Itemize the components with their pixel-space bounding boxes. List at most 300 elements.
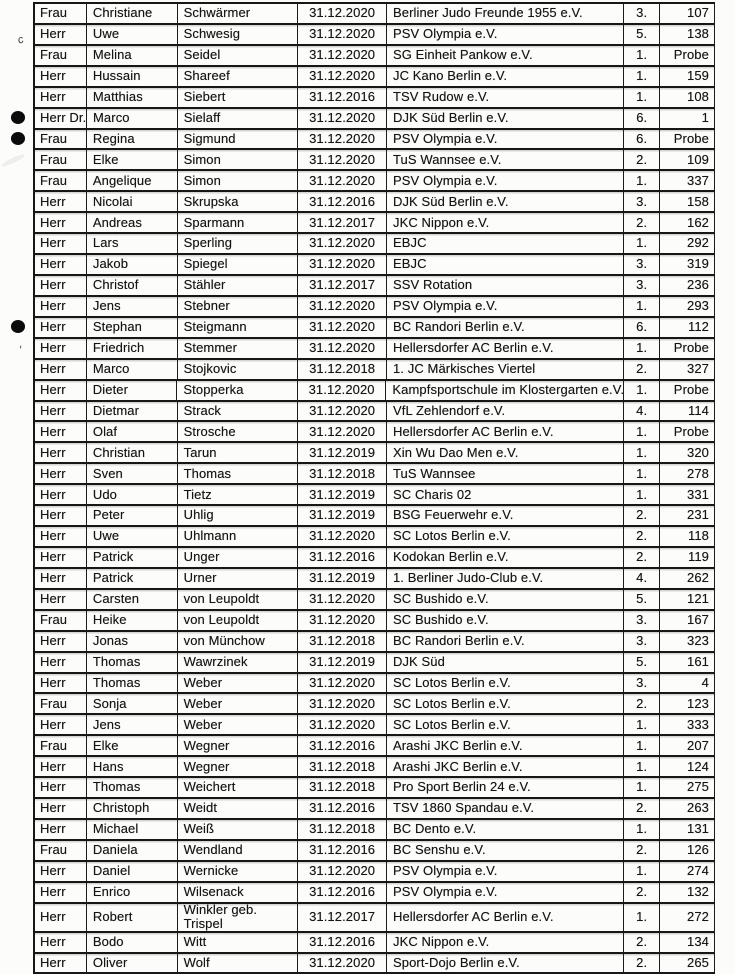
table-row (35, 820, 715, 841)
cell-grade-number: 1. (624, 171, 660, 190)
cell-salutation: Frau (35, 130, 87, 149)
cell-last-name: Wegner (178, 736, 299, 755)
cell-club: SC Lotos Berlin e.V. (387, 527, 624, 546)
cell-date: 31.12.2016 (298, 841, 387, 860)
cell-grade-number: 2. (624, 799, 660, 818)
table-row (35, 590, 715, 611)
cell-salutation: Frau (35, 171, 87, 190)
cell-salutation: Herr (35, 757, 87, 776)
cell-member-number: 327 (660, 360, 715, 379)
cell-salutation: Herr (35, 464, 87, 483)
cell-salutation: Herr (35, 933, 87, 952)
cell-club: PSV Olympia e.V. (387, 883, 624, 902)
cell-member-number: 118 (660, 527, 715, 546)
cell-club: DJK Süd Berlin e.V. (387, 192, 624, 211)
cell-club: PSV Olympia e.V. (387, 25, 624, 44)
cell-salutation: Herr (35, 653, 87, 672)
table-row (35, 402, 715, 423)
cell-member-number: 124 (660, 757, 715, 776)
cell-first-name: Jens (87, 715, 178, 734)
cell-grade-number: 1. (624, 757, 660, 776)
cell-date: 31.12.2020 (298, 590, 387, 609)
cell-last-name: Siebert (178, 88, 299, 107)
cell-last-name: Sparmann (178, 213, 299, 232)
cell-first-name: Jakob (87, 255, 178, 274)
cell-salutation: Herr (35, 443, 87, 462)
cell-member-number: 132 (660, 883, 715, 902)
table-row (35, 150, 715, 171)
cell-salutation: Herr (35, 339, 87, 358)
cell-last-name: Winkler geb. Trispel (178, 904, 299, 931)
cell-club: SC Lotos Berlin e.V. (387, 674, 624, 693)
cell-club: SSV Rotation (387, 276, 624, 295)
cell-club: Hellersdorfer AC Berlin e.V. (387, 422, 624, 441)
cell-first-name: Jens (87, 297, 178, 316)
cell-first-name: Marco (87, 109, 178, 128)
table-row (35, 4, 715, 25)
cell-club: SC Charis 02 (387, 485, 624, 504)
table-row (35, 25, 715, 46)
cell-first-name: Regina (87, 130, 178, 149)
cell-grade-number: 3. (624, 276, 660, 295)
cell-club: SC Bushido e.V. (387, 590, 624, 609)
cell-grade-number: 2. (624, 694, 660, 713)
table-row (35, 841, 715, 862)
cell-club: BC Randori Berlin e.V. (387, 632, 624, 651)
cell-member-number: 231 (660, 506, 715, 525)
cell-salutation: Herr (35, 590, 87, 609)
cell-club: Kodokan Berlin e.V. (387, 548, 624, 567)
cell-date: 31.12.2016 (298, 933, 387, 952)
cell-club: Berliner Judo Freunde 1955 e.V. (387, 4, 624, 23)
cell-last-name: Stähler (178, 276, 299, 295)
cell-club: SG Einheit Pankow e.V. (387, 46, 624, 65)
cell-club: 1. Berliner Judo-Club e.V. (387, 569, 624, 588)
cell-first-name: Patrick (87, 548, 178, 567)
cell-last-name: Strosche (178, 422, 299, 441)
cell-member-number: 272 (660, 904, 715, 931)
cell-first-name: Sonja (87, 694, 178, 713)
members-table (33, 2, 715, 974)
cell-date: 31.12.2020 (298, 611, 387, 630)
cell-grade-number: 5. (624, 25, 660, 44)
cell-grade-number: 2. (624, 213, 660, 232)
cell-last-name: Uhlmann (178, 527, 299, 546)
table-row (35, 443, 715, 464)
table-row (35, 339, 715, 360)
cell-club: JKC Nippon e.V. (387, 933, 624, 952)
cell-date: 31.12.2018 (298, 778, 387, 797)
cell-grade-number: 1. (624, 67, 660, 86)
cell-member-number: 274 (660, 862, 715, 881)
cell-grade-number: 3. (624, 192, 660, 211)
cell-first-name: Thomas (87, 778, 178, 797)
cell-club: PSV Olympia e.V. (387, 130, 624, 149)
cell-salutation: Frau (35, 150, 87, 169)
cell-last-name: Weiß (178, 820, 299, 839)
cell-salutation: Herr (35, 276, 87, 295)
cell-member-number: Probe (660, 130, 715, 149)
cell-first-name: Christoph (87, 799, 178, 818)
cell-salutation: Herr (35, 485, 87, 504)
cell-member-number: Probe (660, 381, 715, 400)
cell-club: Hellersdorfer AC Berlin e.V. (387, 339, 624, 358)
cell-club: PSV Olympia e.V. (387, 297, 624, 316)
cell-last-name: Stemmer (178, 339, 299, 358)
table-row (35, 130, 715, 151)
cell-grade-number: 3. (624, 674, 660, 693)
margin-dot-annotation (11, 111, 25, 124)
margin-tick-annotation: ' (18, 342, 23, 357)
cell-first-name: Nicolai (87, 192, 178, 211)
table-row (35, 192, 715, 213)
cell-salutation: Herr (35, 883, 87, 902)
cell-grade-number: 4. (624, 402, 660, 421)
cell-grade-number: 1. (624, 485, 660, 504)
cell-member-number: Probe (660, 339, 715, 358)
table-row (35, 360, 715, 381)
cell-club: EBJC (387, 255, 624, 274)
table-row (35, 318, 715, 339)
table-row (35, 527, 715, 548)
table-row (35, 933, 715, 954)
cell-first-name: Carsten (87, 590, 178, 609)
cell-member-number: 121 (660, 590, 715, 609)
cell-last-name: Thomas (178, 464, 299, 483)
cell-member-number: 109 (660, 150, 715, 169)
cell-member-number: 167 (660, 611, 715, 630)
table-row (35, 485, 715, 506)
cell-salutation: Herr (35, 715, 87, 734)
cell-date: 31.12.2020 (298, 67, 387, 86)
cell-first-name: Olaf (87, 422, 178, 441)
table-row (35, 234, 715, 255)
cell-first-name: Marco (87, 360, 178, 379)
cell-salutation: Herr (35, 318, 87, 337)
cell-club: Pro Sport Berlin 24 e.V. (387, 778, 624, 797)
cell-grade-number: 2. (624, 548, 660, 567)
table-row (35, 694, 715, 715)
cell-salutation: Frau (35, 736, 87, 755)
cell-date: 31.12.2020 (298, 715, 387, 734)
table-row (35, 109, 715, 130)
cell-first-name: Daniela (87, 841, 178, 860)
cell-grade-number: 2. (624, 933, 660, 952)
cell-salutation: Herr (35, 904, 87, 931)
cell-date: 31.12.2017 (298, 276, 387, 295)
cell-date: 31.12.2017 (298, 213, 387, 232)
cell-date: 31.12.2020 (298, 297, 387, 316)
cell-grade-number: 2. (624, 883, 660, 902)
cell-first-name: Angelique (87, 171, 178, 190)
cell-last-name: Schwesig (178, 25, 299, 44)
cell-club: PSV Olympia e.V. (387, 171, 624, 190)
cell-member-number: 333 (660, 715, 715, 734)
table-row (35, 799, 715, 820)
cell-member-number: Probe (660, 46, 715, 65)
cell-last-name: Urner (178, 569, 299, 588)
cell-salutation: Herr (35, 360, 87, 379)
cell-first-name: Daniel (87, 862, 178, 881)
cell-club: 1. JC Märkisches Viertel (387, 360, 624, 379)
table-row (35, 757, 715, 778)
cell-club: PSV Olympia e.V. (387, 862, 624, 881)
cell-member-number: 331 (660, 485, 715, 504)
table-row (35, 611, 715, 632)
margin-squiggle-annotation: c (16, 32, 26, 47)
cell-first-name: Andreas (87, 213, 178, 232)
cell-member-number: 108 (660, 88, 715, 107)
cell-salutation: Herr (35, 381, 87, 400)
cell-date: 31.12.2020 (298, 255, 387, 274)
margin-dot-annotation (11, 320, 25, 333)
cell-club: VfL Zehlendorf e.V. (387, 402, 624, 421)
cell-last-name: Stebner (178, 297, 299, 316)
cell-member-number: 119 (660, 548, 715, 567)
cell-grade-number: 1. (624, 736, 660, 755)
cell-last-name: Simon (178, 171, 299, 190)
cell-salutation: Herr (35, 192, 87, 211)
cell-salutation: Herr (35, 820, 87, 839)
cell-first-name: Christof (87, 276, 178, 295)
cell-member-number: 158 (660, 192, 715, 211)
cell-member-number: 320 (660, 443, 715, 462)
table-row (35, 46, 715, 67)
cell-salutation: Herr (35, 25, 87, 44)
cell-first-name: Dieter (87, 381, 178, 400)
cell-date: 31.12.2016 (298, 88, 387, 107)
table-row (35, 171, 715, 192)
cell-first-name: Oliver (87, 954, 178, 973)
cell-club: Hellersdorfer AC Berlin e.V. (387, 904, 624, 931)
table-row (35, 883, 715, 904)
cell-last-name: Weber (178, 674, 299, 693)
cell-date: 31.12.2020 (298, 339, 387, 358)
cell-date: 31.12.2019 (298, 653, 387, 672)
cell-grade-number: 1. (624, 381, 660, 400)
cell-member-number: 126 (660, 841, 715, 860)
cell-last-name: Schwärmer (178, 4, 299, 23)
cell-last-name: Tarun (178, 443, 299, 462)
cell-date: 31.12.2018 (298, 820, 387, 839)
cell-first-name: Udo (87, 485, 178, 504)
table-row (35, 88, 715, 109)
cell-grade-number: 3. (624, 4, 660, 23)
cell-first-name: Elke (87, 150, 178, 169)
table-row (35, 653, 715, 674)
cell-club: DJK Süd (387, 653, 624, 672)
cell-last-name: Weidt (178, 799, 299, 818)
cell-last-name: Wolf (178, 954, 299, 973)
cell-first-name: Matthias (87, 88, 178, 107)
table-row (35, 276, 715, 297)
cell-grade-number: 4. (624, 569, 660, 588)
cell-last-name: Simon (178, 150, 299, 169)
cell-member-number: 112 (660, 318, 715, 337)
cell-member-number: 138 (660, 25, 715, 44)
table-row (35, 67, 715, 88)
cell-date: 31.12.2019 (298, 569, 387, 588)
cell-salutation: Herr (35, 954, 87, 973)
cell-last-name: Seidel (178, 46, 299, 65)
cell-grade-number: 2. (624, 360, 660, 379)
cell-club: Arashi JKC Berlin e.V. (387, 757, 624, 776)
cell-date: 31.12.2018 (298, 464, 387, 483)
cell-member-number: 263 (660, 799, 715, 818)
cell-date: 31.12.2018 (298, 360, 387, 379)
cell-last-name: Weber (178, 715, 299, 734)
cell-salutation: Herr (35, 506, 87, 525)
table-row (35, 422, 715, 443)
cell-first-name: Christiane (87, 4, 178, 23)
cell-date: 31.12.2019 (298, 443, 387, 462)
cell-member-number: 323 (660, 632, 715, 651)
cell-first-name: Lars (87, 234, 178, 253)
cell-first-name: Elke (87, 736, 178, 755)
cell-grade-number: 1. (624, 820, 660, 839)
cell-grade-number: 2. (624, 150, 660, 169)
table-row (35, 213, 715, 234)
cell-date: 31.12.2017 (298, 904, 387, 931)
cell-first-name: Uwe (87, 25, 178, 44)
cell-last-name: Wendland (178, 841, 299, 860)
cell-grade-number: 6. (624, 109, 660, 128)
cell-member-number: 107 (660, 4, 715, 23)
cell-member-number: 293 (660, 297, 715, 316)
cell-salutation: Herr (35, 402, 87, 421)
cell-member-number: 161 (660, 653, 715, 672)
cell-first-name: Michael (87, 820, 178, 839)
cell-first-name: Melina (87, 46, 178, 65)
cell-salutation: Herr (35, 234, 87, 253)
cell-first-name: Bodo (87, 933, 178, 952)
cell-date: 31.12.2019 (298, 485, 387, 504)
cell-date: 31.12.2020 (298, 381, 387, 400)
cell-salutation: Herr (35, 778, 87, 797)
table-row (35, 862, 715, 883)
cell-club: TuS Wannsee e.V. (387, 150, 624, 169)
cell-last-name: Weichert (178, 778, 299, 797)
cell-date: 31.12.2020 (298, 25, 387, 44)
cell-last-name: Skrupska (178, 192, 299, 211)
cell-club: TuS Wannsee (387, 464, 624, 483)
cell-member-number: 1 (660, 109, 715, 128)
cell-club: Sport-Dojo Berlin e.V. (387, 954, 624, 973)
cell-club: Xin Wu Dao Men e.V. (387, 443, 624, 462)
cell-salutation: Frau (35, 611, 87, 630)
cell-member-number: 236 (660, 276, 715, 295)
cell-salutation: Herr (35, 674, 87, 693)
cell-grade-number: 3. (624, 632, 660, 651)
cell-grade-number: 1. (624, 422, 660, 441)
table-row (35, 736, 715, 757)
cell-salutation: Herr (35, 527, 87, 546)
cell-salutation: Herr (35, 799, 87, 818)
cell-grade-number: 1. (624, 297, 660, 316)
cell-grade-number: 6. (624, 318, 660, 337)
cell-member-number: 337 (660, 171, 715, 190)
cell-first-name: Christian (87, 443, 178, 462)
cell-date: 31.12.2020 (298, 954, 387, 973)
cell-salutation: Frau (35, 46, 87, 65)
cell-grade-number: 5. (624, 653, 660, 672)
cell-member-number: 159 (660, 67, 715, 86)
cell-salutation: Frau (35, 694, 87, 713)
cell-salutation: Herr (35, 255, 87, 274)
cell-last-name: von Leupoldt (178, 611, 299, 630)
cell-first-name: Heike (87, 611, 178, 630)
cell-salutation: Herr (35, 862, 87, 881)
cell-grade-number: 1. (624, 464, 660, 483)
cell-date: 31.12.2020 (298, 109, 387, 128)
cell-club: BC Senshu e.V. (387, 841, 624, 860)
cell-club: Kampfsportschule im Klostergarten e.V. (386, 381, 624, 400)
cell-grade-number: 1. (624, 88, 660, 107)
cell-first-name: Enrico (87, 883, 178, 902)
cell-salutation: Herr Dr. (35, 109, 87, 128)
cell-club: JKC Nippon e.V. (387, 213, 624, 232)
cell-last-name: von Münchow (178, 632, 299, 651)
cell-date: 31.12.2016 (298, 883, 387, 902)
table-row (35, 381, 715, 402)
cell-last-name: Stojkovic (178, 360, 299, 379)
table-row (35, 506, 715, 527)
cell-club: SC Lotos Berlin e.V. (387, 694, 624, 713)
table-row (35, 464, 715, 485)
cell-salutation: Herr (35, 569, 87, 588)
table-row (35, 548, 715, 569)
cell-date: 31.12.2016 (298, 736, 387, 755)
cell-club: Arashi JKC Berlin e.V. (387, 736, 624, 755)
cell-date: 31.12.2020 (298, 527, 387, 546)
cell-member-number: 265 (660, 954, 715, 973)
cell-date: 31.12.2018 (298, 632, 387, 651)
cell-member-number: 114 (660, 402, 715, 421)
cell-member-number: 207 (660, 736, 715, 755)
cell-first-name: Uwe (87, 527, 178, 546)
cell-club: BSG Feuerwehr e.V. (387, 506, 624, 525)
cell-member-number: 4 (660, 674, 715, 693)
cell-grade-number: 2. (624, 954, 660, 973)
cell-date: 31.12.2020 (298, 171, 387, 190)
cell-last-name: Weber (178, 694, 299, 713)
cell-salutation: Herr (35, 213, 87, 232)
cell-last-name: Uhlig (178, 506, 299, 525)
cell-first-name: Hussain (87, 67, 178, 86)
cell-grade-number: 2. (624, 841, 660, 860)
cell-member-number: 292 (660, 234, 715, 253)
cell-first-name: Jonas (87, 632, 178, 651)
table-row (35, 255, 715, 276)
cell-grade-number: 2. (624, 527, 660, 546)
cell-first-name: Sven (87, 464, 178, 483)
cell-salutation: Frau (35, 841, 87, 860)
cell-member-number: Probe (660, 422, 715, 441)
cell-grade-number: 1. (624, 339, 660, 358)
cell-last-name: Wawrzinek (178, 653, 299, 672)
cell-date: 31.12.2020 (298, 862, 387, 881)
cell-grade-number: 3. (624, 255, 660, 274)
table-row (35, 901, 715, 933)
cell-last-name: Spiegel (178, 255, 299, 274)
cell-first-name: Peter (87, 506, 178, 525)
cell-club: EBJC (387, 234, 624, 253)
cell-member-number: 162 (660, 213, 715, 232)
cell-last-name: Steigmann (178, 318, 299, 337)
cell-grade-number: 1. (624, 443, 660, 462)
cell-grade-number: 5. (624, 590, 660, 609)
cell-club: BC Dento e.V. (387, 820, 624, 839)
